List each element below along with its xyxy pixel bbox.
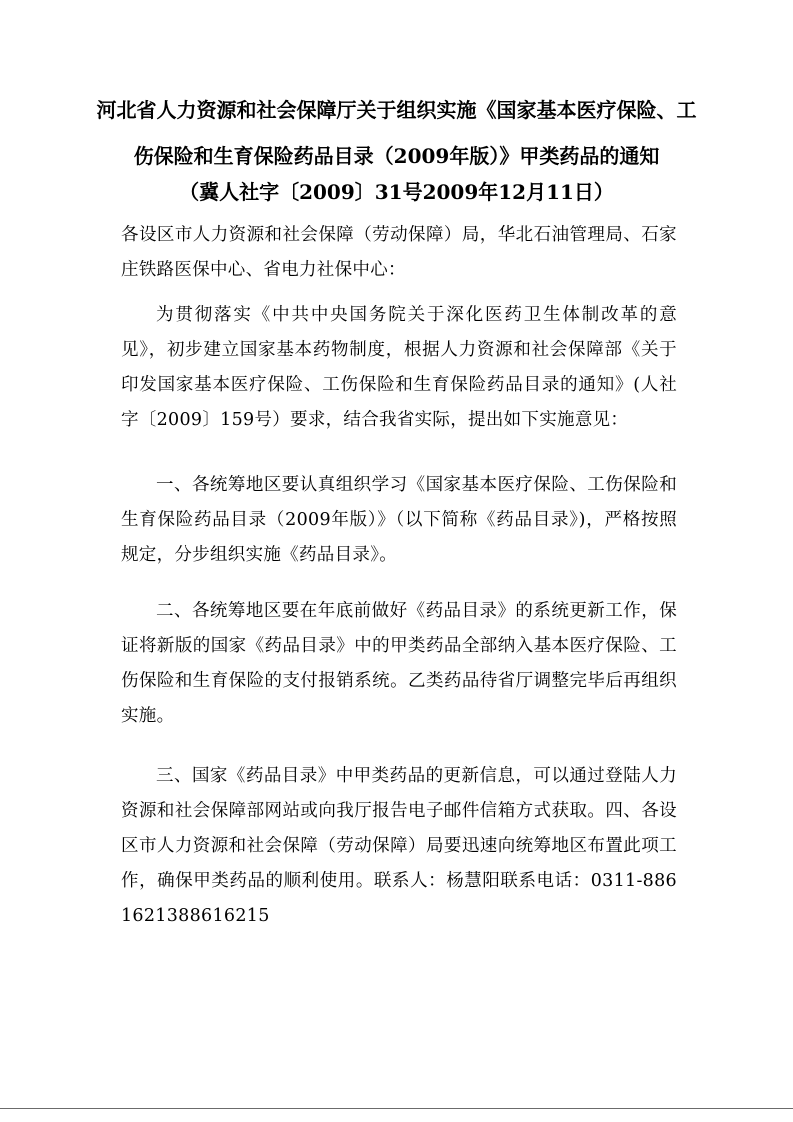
item-one-paragraph: 一、各统筹地区要认真组织学习《国家基本医疗保险、工伤保险和生育保险药品目录（2009年版）》（以下简称《药品目录》)，严格按照规定，分步组织实施《药品目录》。 [121, 475, 677, 565]
intro-paragraph: 为贯彻落实《中共中央国务院关于深化医药卫生体制改革的意见》，初步建立国家基本药物制度，根据人力资源和社会保障部《关于印发国家基本医疗保险、工伤保险和生育保险药品目录的通知》(人社字〔2009〕159号）要求，结合我省实际，提出如下实施意见： [121, 305, 677, 430]
addressee-paragraph: 各设区市人力资源和社会保障（劳动保障）局，华北石油管理局、石家庄铁路医保中心、省电力社保中心： [121, 225, 677, 280]
document-number-date: （冀人社字〔2009〕31号2009年12月11日） [179, 180, 614, 204]
item-three-four-paragraph: 三、国家《药品目录》中甲类药品的更新信息，可以通过登陆人力资源和社会保障部网站或向我厅报告电子邮件信箱方式获取。四、各设区市人力资源和社会保障（劳动保障）局要迅速向统筹地区布置此项工作，确保甲类药品的顺利使用。联系人：杨慧阳联系电话：0311-8861621388616215 [121, 766, 677, 926]
document-title-line-2: 伤保险和生育保险药品目录（2009年版）》甲类药品的通知 [133, 144, 660, 168]
item-two-paragraph: 二、各统筹地区要在年底前做好《药品目录》的系统更新工作，保证将新版的国家《药品目录》中的甲类药品全部纳入基本医疗保险、工伤保险和生育保险的支付报销系统。乙类药品待省厅调整完毕后再组织实施。 [121, 601, 677, 726]
document-title-line-1: 河北省人力资源和社会保障厅关于组织实施《国家基本医疗保险、工 [96, 98, 697, 122]
page-bottom-divider [0, 1108, 793, 1109]
